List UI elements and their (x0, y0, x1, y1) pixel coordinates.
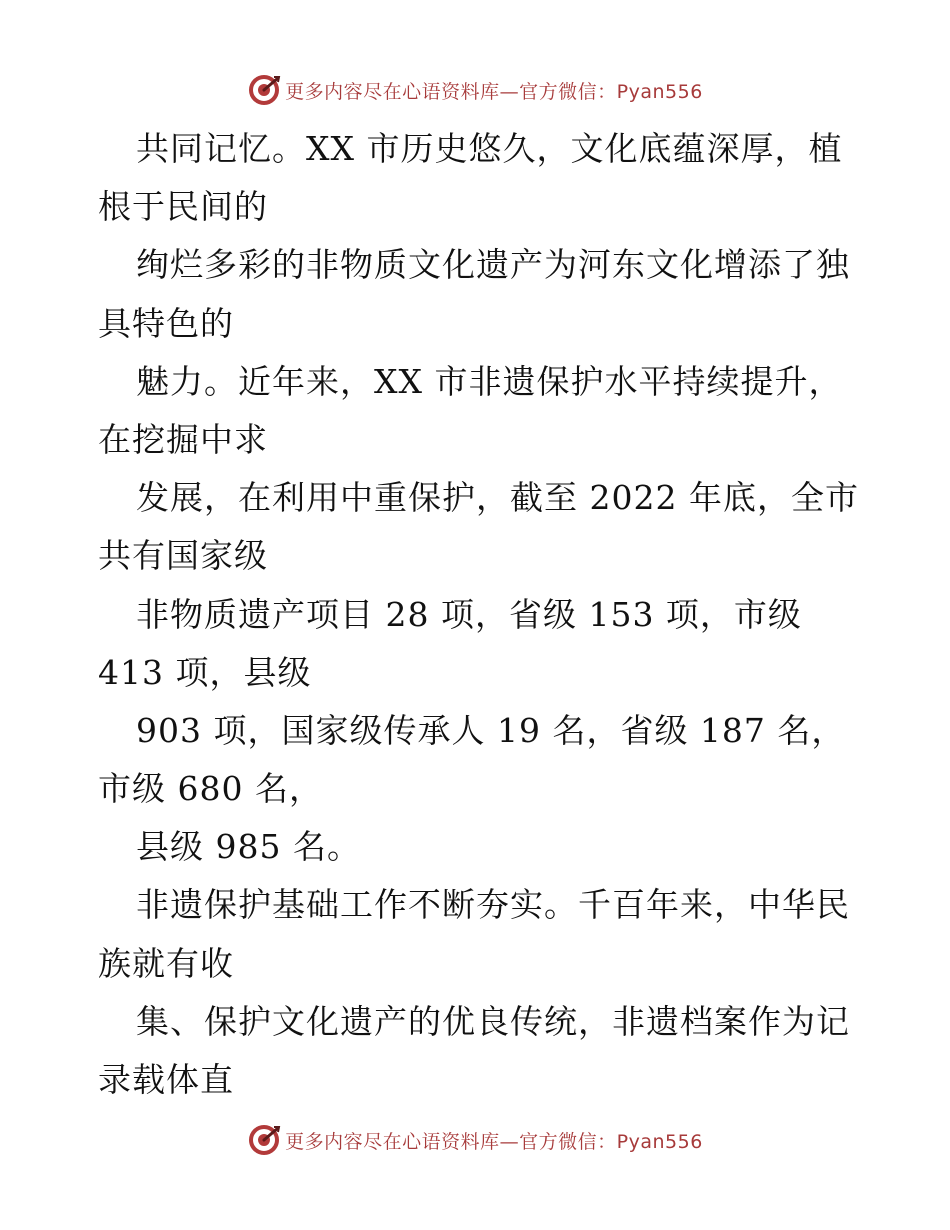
text-line: 集、保护文化遗产的优良传统，非遗档案作为记 (136, 1001, 850, 1041)
document-body (98, 120, 858, 1109)
brand-logo-icon (247, 73, 281, 107)
footer-banner-text: 更多内容尽在心语资料库—官方微信：Pyan556 (285, 1130, 703, 1153)
text-line: 非物质遗产项目 28 项，省级 153 项，市级 (136, 594, 802, 634)
footer-banner (0, 1120, 950, 1160)
text-line: 族就有收 (98, 943, 234, 983)
text-line: 共有国家级 (98, 536, 268, 576)
header-banner-text: 更多内容尽在心语资料库—官方微信：Pyan556 (285, 80, 703, 103)
text-line: 根于民间的 (98, 187, 268, 227)
text-line: 市级 680 名， (98, 769, 323, 809)
header-banner (0, 70, 950, 110)
text-line: 903 项，国家级传承人 19 名，省级 187 名， (136, 710, 846, 750)
text-line: 魅力。近年来，XX 市非遗保护水平持续提升， (136, 361, 843, 401)
text-line: 413 项，县级 (98, 652, 312, 692)
text-line: 绚烂多彩的非物质文化遗产为河东文化增添了独 (136, 245, 850, 285)
header-banner-id: Pyan556 (616, 80, 703, 103)
text-line: 具特色的 (98, 303, 234, 343)
text-line: 发展，在利用中重保护，截至 2022 年底，全市 (136, 478, 859, 518)
text-line: 县级 985 名。 (136, 827, 361, 867)
brand-logo-icon (247, 1123, 281, 1157)
text-line: 非遗保护基础工作不断夯实。千百年来，中华民 (136, 885, 850, 925)
text-line: 录载体直 (98, 1060, 234, 1099)
text-line: 共同记忆。XX 市历史悠久，文化底蕴深厚，植 (136, 129, 843, 168)
footer-banner-id: Pyan556 (616, 1130, 703, 1153)
text-line: 在挖掘中求 (98, 419, 268, 459)
